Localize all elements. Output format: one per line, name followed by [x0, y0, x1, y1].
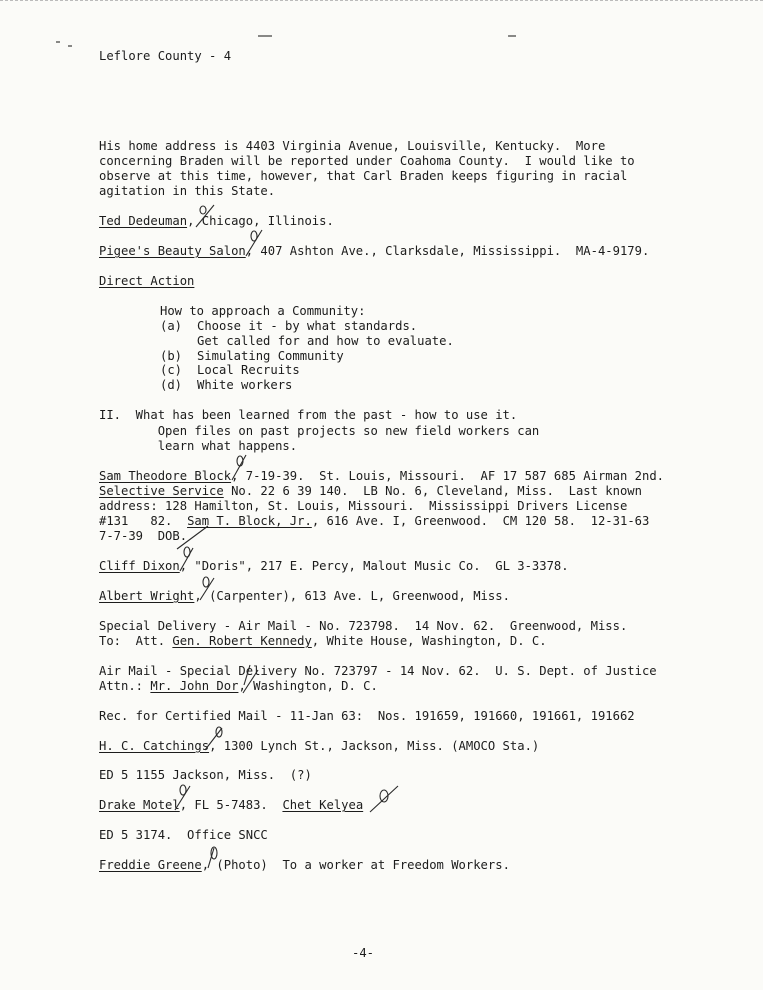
- block-details: No. 22 6 39 140. LB No. 6, Cleveland, Miss. Last known: [223, 484, 642, 498]
- kelyea-name: Chet Kelyea: [282, 798, 364, 812]
- outline-marker: (c): [160, 363, 183, 377]
- outline-marker: (d): [160, 378, 183, 392]
- certified-mail-line: Rec. for Certified Mail - 11-Jan 63: Nos. 191659, 191660, 191661, 191662: [99, 709, 635, 723]
- check-mark: [200, 206, 206, 214]
- approach-title: How to approach a Community:: [160, 304, 366, 318]
- check-mark: [180, 548, 193, 571]
- outline-item: White workers: [197, 378, 293, 392]
- block-details: , 7-19-39. St. Louis, Missouri. AF 17 587 685 Airman 2nd.: [231, 469, 664, 483]
- outline-marker: (b): [160, 349, 183, 363]
- outline-item: Simulating Community: [197, 349, 344, 363]
- drake-details: , FL 5-7483.: [179, 798, 283, 812]
- check-mark: [175, 786, 190, 810]
- wright-details: , (Carpenter), 613 Ave. L, Greenwood, Miss.: [194, 589, 510, 603]
- outline-marker: (a): [160, 319, 183, 333]
- pigee-name: Pigee's Beauty Salon: [99, 244, 246, 258]
- paragraph-line: His home address is 4403 Virginia Avenue, Louisville, Kentucky. More: [99, 139, 606, 153]
- block-line-3: address: 128 Hamilton, St. Louis, Missouri. Mississippi Drivers License: [99, 499, 628, 513]
- dixon-name: Cliff Dixon: [99, 559, 180, 573]
- check-mark: [232, 455, 246, 480]
- check-mark: [200, 578, 214, 600]
- check-mark: [184, 547, 190, 557]
- special-delivery-line: Special Delivery - Air Mail - No. 723798. 14 Nov. 62. Greenwood, Miss.: [99, 619, 628, 633]
- wright-name: Albert Wright: [99, 589, 195, 603]
- greene-name: Freddie Greene: [99, 858, 202, 872]
- catchings-name: H. C. Catchings: [99, 739, 210, 753]
- section-line: II. What has been learned from the past - how to use it.: [99, 408, 518, 422]
- direct-action-heading: Direct Action: [99, 274, 195, 288]
- paragraph-line: agitation in this State.: [99, 184, 276, 198]
- section-line: learn what happens.: [99, 439, 298, 453]
- pigee-details: , 407 Ashton Ave., Clarksdale, Mississippi. MA-4-9179.: [245, 244, 650, 258]
- check-mark: [180, 785, 186, 795]
- outline-item: Local Recruits: [197, 363, 300, 377]
- catchings-details: , 1300 Lynch St., Jackson, Miss. (AMOCO Sta.): [209, 739, 540, 753]
- page-header: Leflore County - 4: [99, 49, 232, 63]
- recipient-prefix: Attn.:: [99, 679, 151, 693]
- recipient-prefix: To: Att.: [99, 634, 173, 648]
- ed5-office-line: ED 5 3174. Office SNCC: [99, 828, 268, 842]
- check-mark: [203, 577, 209, 587]
- page-number: -4-: [352, 946, 375, 960]
- check-mark: [196, 205, 214, 227]
- check-mark: [246, 230, 262, 256]
- check-mark: [251, 231, 257, 241]
- ed5-line: ED 5 1155 Jackson, Miss. (?): [99, 768, 312, 782]
- outline-item: Choose it - by what standards.: [197, 319, 418, 333]
- recipient-address: , Washington, D. C.: [238, 679, 378, 693]
- dixon-details: , "Doris", 217 E. Percy, Malout Music Co. GL 3-3378.: [179, 559, 569, 573]
- paragraph-line: observe at this time, however, that Carl Braden keeps figuring in racial: [99, 169, 628, 183]
- block-name: Sam Theodore Block: [99, 469, 232, 483]
- kennedy-name: Gen. Robert Kennedy: [172, 634, 312, 648]
- block-alias: Sam T. Block, Jr.: [187, 514, 312, 528]
- outline-item: Get called for and how to evaluate.: [197, 334, 454, 348]
- dedeuman-name: Ted Dedeuman: [99, 214, 188, 228]
- license-number: #131 82.: [99, 514, 188, 528]
- dedeuman-details: , Chicago, Illinois.: [187, 214, 334, 228]
- selective-service-label: Selective Service: [99, 484, 224, 498]
- recipient-address: , White House, Washington, D. C.: [311, 634, 547, 648]
- block-details: , 616 Ave. I, Greenwood. CM 120 58. 12-31-63: [311, 514, 650, 528]
- check-mark: [205, 728, 222, 750]
- air-mail-line: Air Mail - Special Delivery No. 723797 - 14 Nov. 62. U. S. Dept. of Justice: [99, 664, 657, 678]
- greene-details: , (Photo) To a worker at Freedom Workers.: [201, 858, 510, 872]
- paragraph-line: concerning Braden will be reported under Coahoma County. I would like to: [99, 154, 635, 168]
- section-line: Open files on past projects so new field workers can: [99, 424, 540, 438]
- dor-name: Mr. John Dor: [150, 679, 239, 693]
- check-mark: [244, 665, 250, 685]
- drake-name: Drake Motel: [99, 798, 180, 812]
- block-line-5: 7-7-39 DOB.: [99, 529, 188, 543]
- check-mark: [177, 526, 208, 549]
